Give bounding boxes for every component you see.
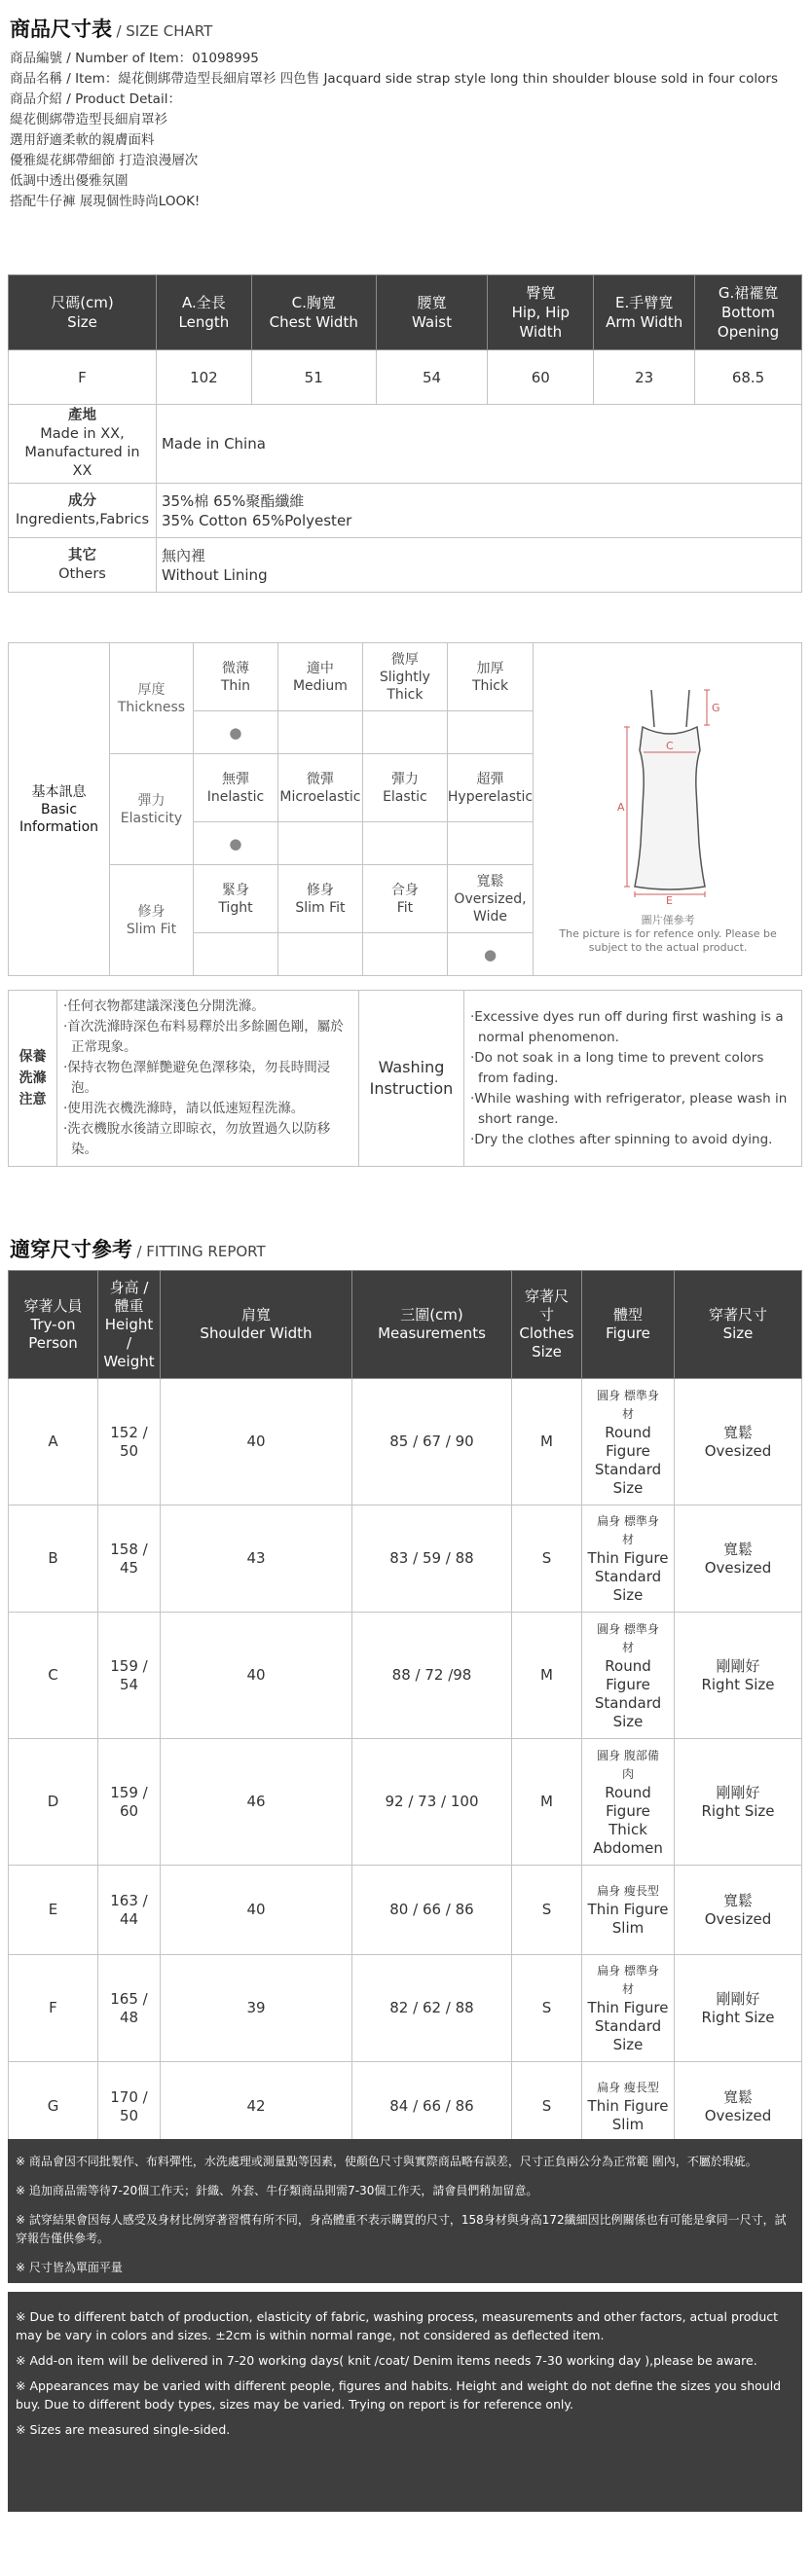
fit-person: B [9, 1506, 98, 1613]
fitting-table [8, 1270, 802, 2152]
fitting-row-g [9, 2062, 802, 2152]
fit-height-weight: 158 / 45 [98, 1506, 161, 1613]
fit-header-person: 穿著人員 Try-on Person [9, 1271, 98, 1379]
note-zh: ※ 商品會因不同批製作、布料彈性，水洗處理或測量點等因素，使顏色尺寸與實際商品略有誤差，尺寸正負兩公分為正常範 圍內，不屬於瑕疵。 [16, 2155, 757, 2168]
fit-selected-dot: ● [447, 933, 533, 976]
fit-figure: 扁身 瘦長型 Thin Figure Slim [582, 1866, 675, 1955]
size-header-size: 尺碼(cm) Size [9, 275, 157, 350]
fit-measurements: 85 / 67 / 90 [352, 1379, 512, 1506]
fit-figure: 扁身 標準身 材 Thin Figure Standard Size [582, 1955, 675, 2062]
fit-person: F [9, 1955, 98, 2062]
fit-figure: 圓身 標準身 材 Round Figure Standard Size [582, 1379, 675, 1506]
size-chart-title-zh: 商品尺寸表 [10, 18, 112, 41]
care-item-en: ‧Do not soak in a long time to prevent colors from fading. [470, 1049, 764, 1086]
option-hyperelastic: 超彈 Hyperelastic [447, 754, 533, 822]
option-elastic: 彈力 Elastic [362, 754, 447, 822]
note-en: ※ Sizes are measured single-sided. [16, 2422, 231, 2437]
size-header-length: A.全長 Length [156, 275, 251, 350]
fit-clothes-size: S [512, 2062, 582, 2152]
note-en: ※ Add-on item will be delivered in 7-20 working days( knit /coat/ Denim items needs 7-30 working day ),please be aware. [16, 2353, 757, 2368]
size-cell: 102 [156, 350, 251, 405]
fit-measurements: 82 / 62 / 88 [352, 1955, 512, 2062]
fit-height-weight: 152 / 50 [98, 1379, 161, 1506]
fitting-title-zh: 適穿尺寸參考 [10, 1238, 132, 1261]
size-header-bottom: G.裙襬寬 Bottom Opening [695, 275, 802, 350]
basic-info-table [8, 642, 802, 976]
diagram-label-c: C [666, 740, 674, 752]
fit-clothes-size: S [512, 1955, 582, 2062]
fitting-header-row [9, 1271, 802, 1379]
care-item-en: ‧Excessive dyes run off during first washing is a normal phenomenon. [470, 1008, 784, 1045]
fit-clothes-size: S [512, 1506, 582, 1613]
fit-header-shoulder: 肩寬 Shoulder Width [161, 1271, 352, 1379]
care-item-en: ‧While washing with refrigerator, please wash in short range. [470, 1090, 788, 1127]
fit-shoulder: 46 [161, 1739, 352, 1866]
fit-clothes-size: M [512, 1739, 582, 1866]
size-cell: 68.5 [695, 350, 802, 405]
notes-zh [8, 2139, 802, 2283]
fitting-row-e [9, 1866, 802, 1955]
fit-result: 寬鬆 Ovesized [675, 1506, 802, 1613]
size-cell: 51 [251, 350, 376, 405]
option-slim-fit: 修身 Slim Fit [277, 865, 362, 933]
fit-header-height-weight: 身高 / 體重 Height / Weight [98, 1271, 161, 1379]
others-value: 無內裡 Without Lining [156, 538, 801, 593]
care-heading-en: Washing Instruction [359, 991, 464, 1167]
elasticity-label: 彈力 Elasticity [109, 754, 193, 865]
fit-measurements: 83 / 59 / 88 [352, 1506, 512, 1613]
option-medium: 適中 Medium [277, 643, 362, 711]
size-chart-title-en: / SIZE CHART [116, 22, 213, 40]
fit-shoulder: 40 [161, 1866, 352, 1955]
fit-figure: 圓身 標準身 材 Round Figure Standard Size [582, 1613, 675, 1739]
care-item-zh: ‧洗衣機脫水後請立即晾衣，勿放置過久以防移染。 [63, 1121, 331, 1157]
fit-figure: 扁身 瘦長型 Thin Figure Slim [582, 2062, 675, 2152]
care-items-zh [57, 991, 359, 1167]
fit-header-measurements: 三圍(cm) Measurements [352, 1271, 512, 1379]
slim-fit-label: 修身 Slim Fit [109, 865, 193, 976]
fit-result: 剛剛好 Right Size [675, 1955, 802, 2062]
others-label: 其它 Others [9, 538, 157, 593]
diagram-label-a: A [617, 801, 625, 814]
fit-figure: 圓身 腹部備 肉 Round Figure Thick Abdomen [582, 1739, 675, 1866]
info-line: 選用舒適柔軟的親膚面料 [10, 132, 155, 148]
fitting-row-a [9, 1379, 802, 1506]
thickness-options-row [9, 643, 802, 711]
size-cell: 54 [376, 350, 488, 405]
picture-note: 圖片僅參考 The picture is for refence only. Please be subject to the actual product. [559, 914, 777, 954]
fit-header-figure: 體型 Figure [582, 1271, 675, 1379]
fit-result: 剛剛好 Right Size [675, 1739, 802, 1866]
size-header-arm: E.手臂寬 Arm Width [594, 275, 695, 350]
garment-diagram [534, 643, 802, 975]
origin-row [9, 405, 802, 484]
option-thick: 加厚 Thick [447, 643, 533, 711]
fit-person: A [9, 1379, 98, 1506]
fit-result: 寬鬆 Ovesized [675, 1379, 802, 1506]
size-cell: F [9, 350, 157, 405]
fit-shoulder: 43 [161, 1506, 352, 1613]
diagram-label-g: E [666, 894, 674, 907]
option-fit: 合身 Fit [362, 865, 447, 933]
fit-height-weight: 163 / 44 [98, 1866, 161, 1955]
fit-clothes-size: S [512, 1866, 582, 1955]
option-oversized: 寬鬆 Oversized, Wide [447, 865, 533, 933]
fit-clothes-size: M [512, 1379, 582, 1506]
empty-cell [193, 933, 277, 976]
care-item-zh: ‧首次洗滌時深色布料易釋於出多餘圖色剛，屬於正常現象。 [63, 1019, 344, 1055]
size-row-f [9, 350, 802, 405]
care-item-zh: ‧使用洗衣機洗滌時，請以低速短程洗滌。 [63, 1101, 305, 1116]
care-item-en: ‧Dry the clothes after spinning to avoid dying. [470, 1131, 773, 1147]
notes-en [8, 2292, 802, 2512]
care-heading-zh: 保養 洗滌 注意 [9, 991, 57, 1167]
fit-shoulder: 39 [161, 1955, 352, 2062]
empty-cell [277, 822, 362, 865]
care-items-en [464, 991, 802, 1167]
fit-shoulder: 40 [161, 1379, 352, 1506]
fit-result: 寬鬆 Ovesized [675, 2062, 802, 2152]
diagram-label-e: G [712, 702, 720, 714]
material-label: 成分 Ingredients,Fabrics [9, 484, 157, 538]
empty-cell [362, 822, 447, 865]
fit-result: 剛剛好 Right Size [675, 1613, 802, 1739]
info-line: 低調中透出優雅氛圍 [10, 173, 129, 189]
fit-header-clothes-size: 穿著尺 寸 Clothes Size [512, 1271, 582, 1379]
fit-shoulder: 40 [161, 1613, 352, 1739]
empty-cell [362, 711, 447, 754]
fit-person: D [9, 1739, 98, 1866]
material-row [9, 484, 802, 538]
info-line: 緹花側綁帶造型長細肩罩衫 [10, 112, 167, 127]
info-line: 優雅緹花綁帶細節 打造浪漫層次 [10, 153, 199, 168]
note-zh: ※ 尺寸皆為單面平量 [16, 2261, 123, 2274]
thickness-label: 厚度 Thickness [109, 643, 193, 754]
fitting-row-d [9, 1739, 802, 1866]
basic-info-heading: 基本訊息 Basic Information [9, 643, 110, 976]
material-value: 35%棉 65%聚酯纖維 35% Cotton 65%Polyester [156, 484, 801, 538]
thickness-selected-dot: ● [193, 711, 277, 754]
size-table [8, 274, 802, 593]
option-slightly-thick: 微厚 Slightly Thick [362, 643, 447, 711]
fit-figure: 扁身 標準身 材 Thin Figure Standard Size [582, 1506, 675, 1613]
empty-cell [447, 711, 533, 754]
size-cell: 60 [488, 350, 594, 405]
empty-cell [362, 933, 447, 976]
care-row [9, 991, 802, 1167]
elasticity-selected-dot: ● [193, 822, 277, 865]
fit-measurements: 80 / 66 / 86 [352, 1866, 512, 1955]
fit-clothes-size: M [512, 1613, 582, 1739]
empty-cell [277, 933, 362, 976]
info-line: 商品介紹 / Product Detail： [10, 91, 181, 107]
origin-value: Made in China [156, 405, 801, 484]
fit-person: C [9, 1613, 98, 1739]
fit-person: E [9, 1866, 98, 1955]
fit-height-weight: 165 / 48 [98, 1955, 161, 2062]
option-inelastic: 無彈 Inelastic [193, 754, 277, 822]
size-table-header-row [9, 275, 802, 350]
size-cell: 23 [594, 350, 695, 405]
product-info [10, 49, 798, 212]
info-line: 搭配牛仔褲 展現個性時尚LOOK! [10, 194, 201, 209]
info-line: 商品名稱 / Item：緹花側綁帶造型長細肩罩衫 四色售 Jacquard side strap style long thin shoulder blouse sold in four colors [10, 71, 779, 87]
fitting-title-en: / FITTING REPORT [136, 1243, 266, 1260]
size-chart-title [10, 14, 212, 43]
fitting-title [10, 1234, 266, 1263]
fit-measurements: 92 / 73 / 100 [352, 1739, 512, 1866]
fitting-row-c [9, 1613, 802, 1739]
fit-measurements: 88 / 72 /98 [352, 1613, 512, 1739]
note-en: ※ Due to different batch of production, elasticity of fabric, washing process, measurements and other factors, actual product may be vary in colors and sizes. ±2cm is within normal range, not considered as deflected item. [16, 2309, 779, 2342]
garment-diagram-cell [534, 643, 802, 976]
size-header-hip: 臀寬 Hip, Hip Width [488, 275, 594, 350]
size-header-waist: 腰寬 Waist [376, 275, 488, 350]
fit-result: 寬鬆 Ovesized [675, 1866, 802, 1955]
info-line: 商品編號 / Number of Item：01098995 [10, 51, 259, 66]
fit-person: G [9, 2062, 98, 2152]
others-row [9, 538, 802, 593]
care-item-zh: ‧任何衣物都建議深淺色分開洗滌。 [63, 998, 265, 1014]
care-table [8, 990, 802, 1167]
fitting-row-b [9, 1506, 802, 1613]
empty-cell [447, 822, 533, 865]
fit-header-size: 穿著尺寸 Size [675, 1271, 802, 1379]
fit-height-weight: 170 / 50 [98, 2062, 161, 2152]
option-tight: 緊身 Tight [193, 865, 277, 933]
option-thin: 微薄 Thin [193, 643, 277, 711]
empty-cell [277, 711, 362, 754]
fit-shoulder: 42 [161, 2062, 352, 2152]
note-zh: ※ 試穿結果會因每人感受及身材比例穿著習慣有所不同，身高體重不表示購買的尺寸，158身材與身高172纖細因比例關係也有可能是拿同一尺寸，試穿報告僅供參考。 [16, 2213, 787, 2245]
note-zh: ※ 追加商品需等待7-20個工作天；針織、外套、牛仔類商品則需7-30個工作天，請會員們稍加留意。 [16, 2184, 538, 2197]
fit-height-weight: 159 / 54 [98, 1613, 161, 1739]
fitting-row-f [9, 1955, 802, 2062]
size-header-chest: C.胸寬 Chest Width [251, 275, 376, 350]
option-microelastic: 微彈 Microelastic [277, 754, 362, 822]
origin-label: 產地 Made in XX, Manufactured in XX [9, 405, 157, 484]
note-en: ※ Appearances may be varied with different people, figures and habits. Height and weight do not define the sizes you should buy. Due to different body types, sizes may be varied. Trying on report is for reference only. [16, 2378, 782, 2412]
fit-height-weight: 159 / 60 [98, 1739, 161, 1866]
care-item-zh: ‧保持衣物色澤鮮艷避免色澤移染，勿長時間浸泡。 [63, 1060, 331, 1096]
fit-measurements: 84 / 66 / 86 [352, 2062, 512, 2152]
